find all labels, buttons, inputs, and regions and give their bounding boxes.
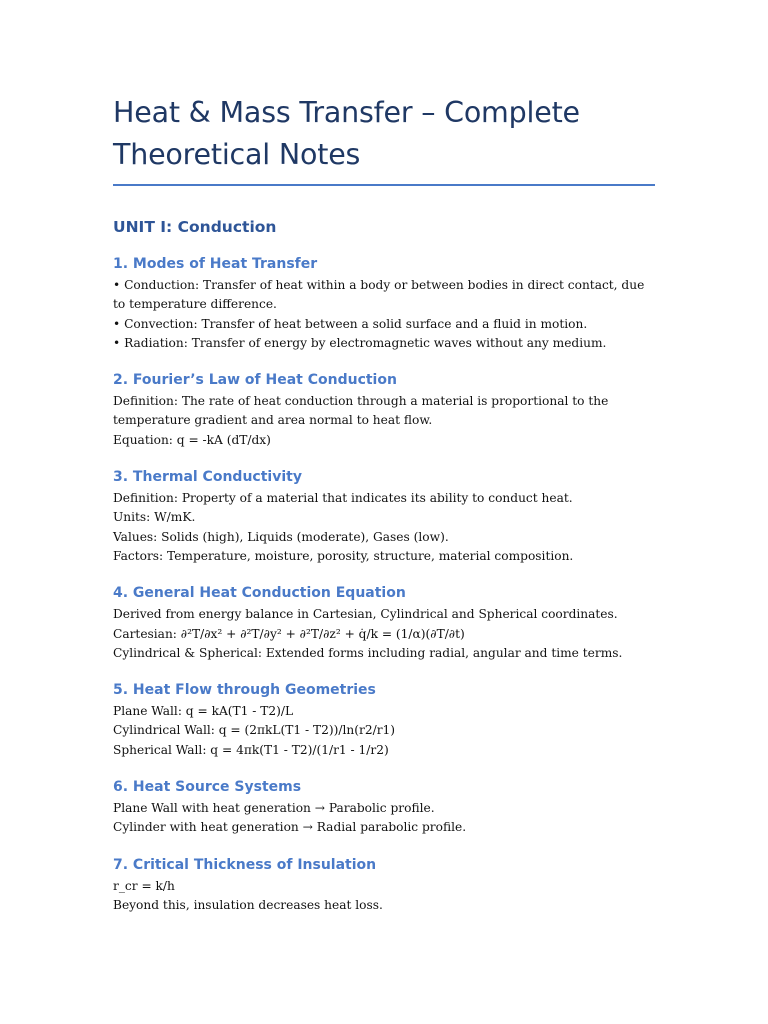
section-heading: 7. Critical Thickness of Insulation — [113, 856, 377, 873]
section-line: r_cr = k/h — [113, 878, 175, 893]
section-line: Equation: q = -kA (dT/dx) — [113, 432, 271, 447]
section-line: Plane Wall: q = kA(T1 - T2)/L — [113, 704, 294, 719]
section-body — [113, 877, 655, 916]
section-heading: 2. Fourier’s Law of Heat Conduction — [113, 372, 397, 389]
section-1 — [113, 254, 655, 353]
section-3 — [113, 467, 655, 566]
section-heading: 5. Heat Flow through Geometries — [113, 682, 376, 699]
section-line: Derived from energy balance in Cartesian, Cylindrical and Spherical coordinates. — [113, 607, 618, 622]
section-body — [113, 276, 655, 353]
section-line: Beyond this, insulation decreases heat loss. — [113, 897, 383, 912]
unit-heading: UNIT I: Conduction — [113, 218, 277, 236]
section-5 — [113, 680, 655, 760]
section-heading: 6. Heat Source Systems — [113, 779, 302, 796]
section-body — [113, 799, 655, 838]
section-line: • Conduction: Transfer of heat within a body or between bodies in direct contact, due to temperature difference. — [113, 278, 645, 312]
section-line: Cylinder with heat generation → Radial parabolic profile. — [113, 820, 467, 835]
section-line: Units: W/mK. — [113, 510, 196, 525]
section-body — [113, 392, 655, 450]
section-body — [113, 489, 655, 566]
section-line: Cylindrical Wall: q = (2πkL(T1 - T2))/ln(r2/r1) — [113, 723, 396, 738]
title-underline-divider — [113, 184, 655, 186]
document-title: Heat & Mass Transfer – Complete Theoretical Notes — [113, 96, 580, 171]
section-heading: 1. Modes of Heat Transfer — [113, 256, 318, 272]
section-line: • Radiation: Transfer of energy by electromagnetic waves without any medium. — [113, 335, 607, 350]
section-body — [113, 702, 655, 760]
sections-container — [113, 254, 655, 915]
section-2 — [113, 370, 655, 450]
section-line: Values: Solids (high), Liquids (moderate), Gases (low). — [113, 529, 449, 544]
section-heading: 4. General Heat Conduction Equation — [113, 585, 406, 602]
section-4 — [113, 583, 655, 663]
section-line: Plane Wall with heat generation → Parabolic profile. — [113, 801, 435, 816]
section-line: Cylindrical & Spherical: Extended forms including radial, angular and time terms. — [113, 645, 623, 660]
section-line: Definition: The rate of heat conduction through a material is proportional to the temperature gradient and area normal to heat flow. — [113, 394, 609, 428]
section-line: Definition: Property of a material that indicates its ability to conduct heat. — [113, 491, 573, 506]
section-body — [113, 605, 655, 663]
section-line: • Convection: Transfer of heat between a solid surface and a fluid in motion. — [113, 316, 588, 331]
section-line: Cartesian: ∂²T/∂x² + ∂²T/∂y² + ∂²T/∂z² + q̇/k = (1/α)(∂T/∂t) — [113, 626, 465, 641]
section-heading: 3. Thermal Conductivity — [113, 469, 302, 486]
document-page — [113, 92, 655, 915]
section-7 — [113, 855, 655, 916]
section-line: Spherical Wall: q = 4πk(T1 - T2)/(1/r1 - 1/r2) — [113, 742, 389, 757]
section-6 — [113, 777, 655, 838]
section-line: Factors: Temperature, moisture, porosity, structure, material composition. — [113, 548, 574, 563]
